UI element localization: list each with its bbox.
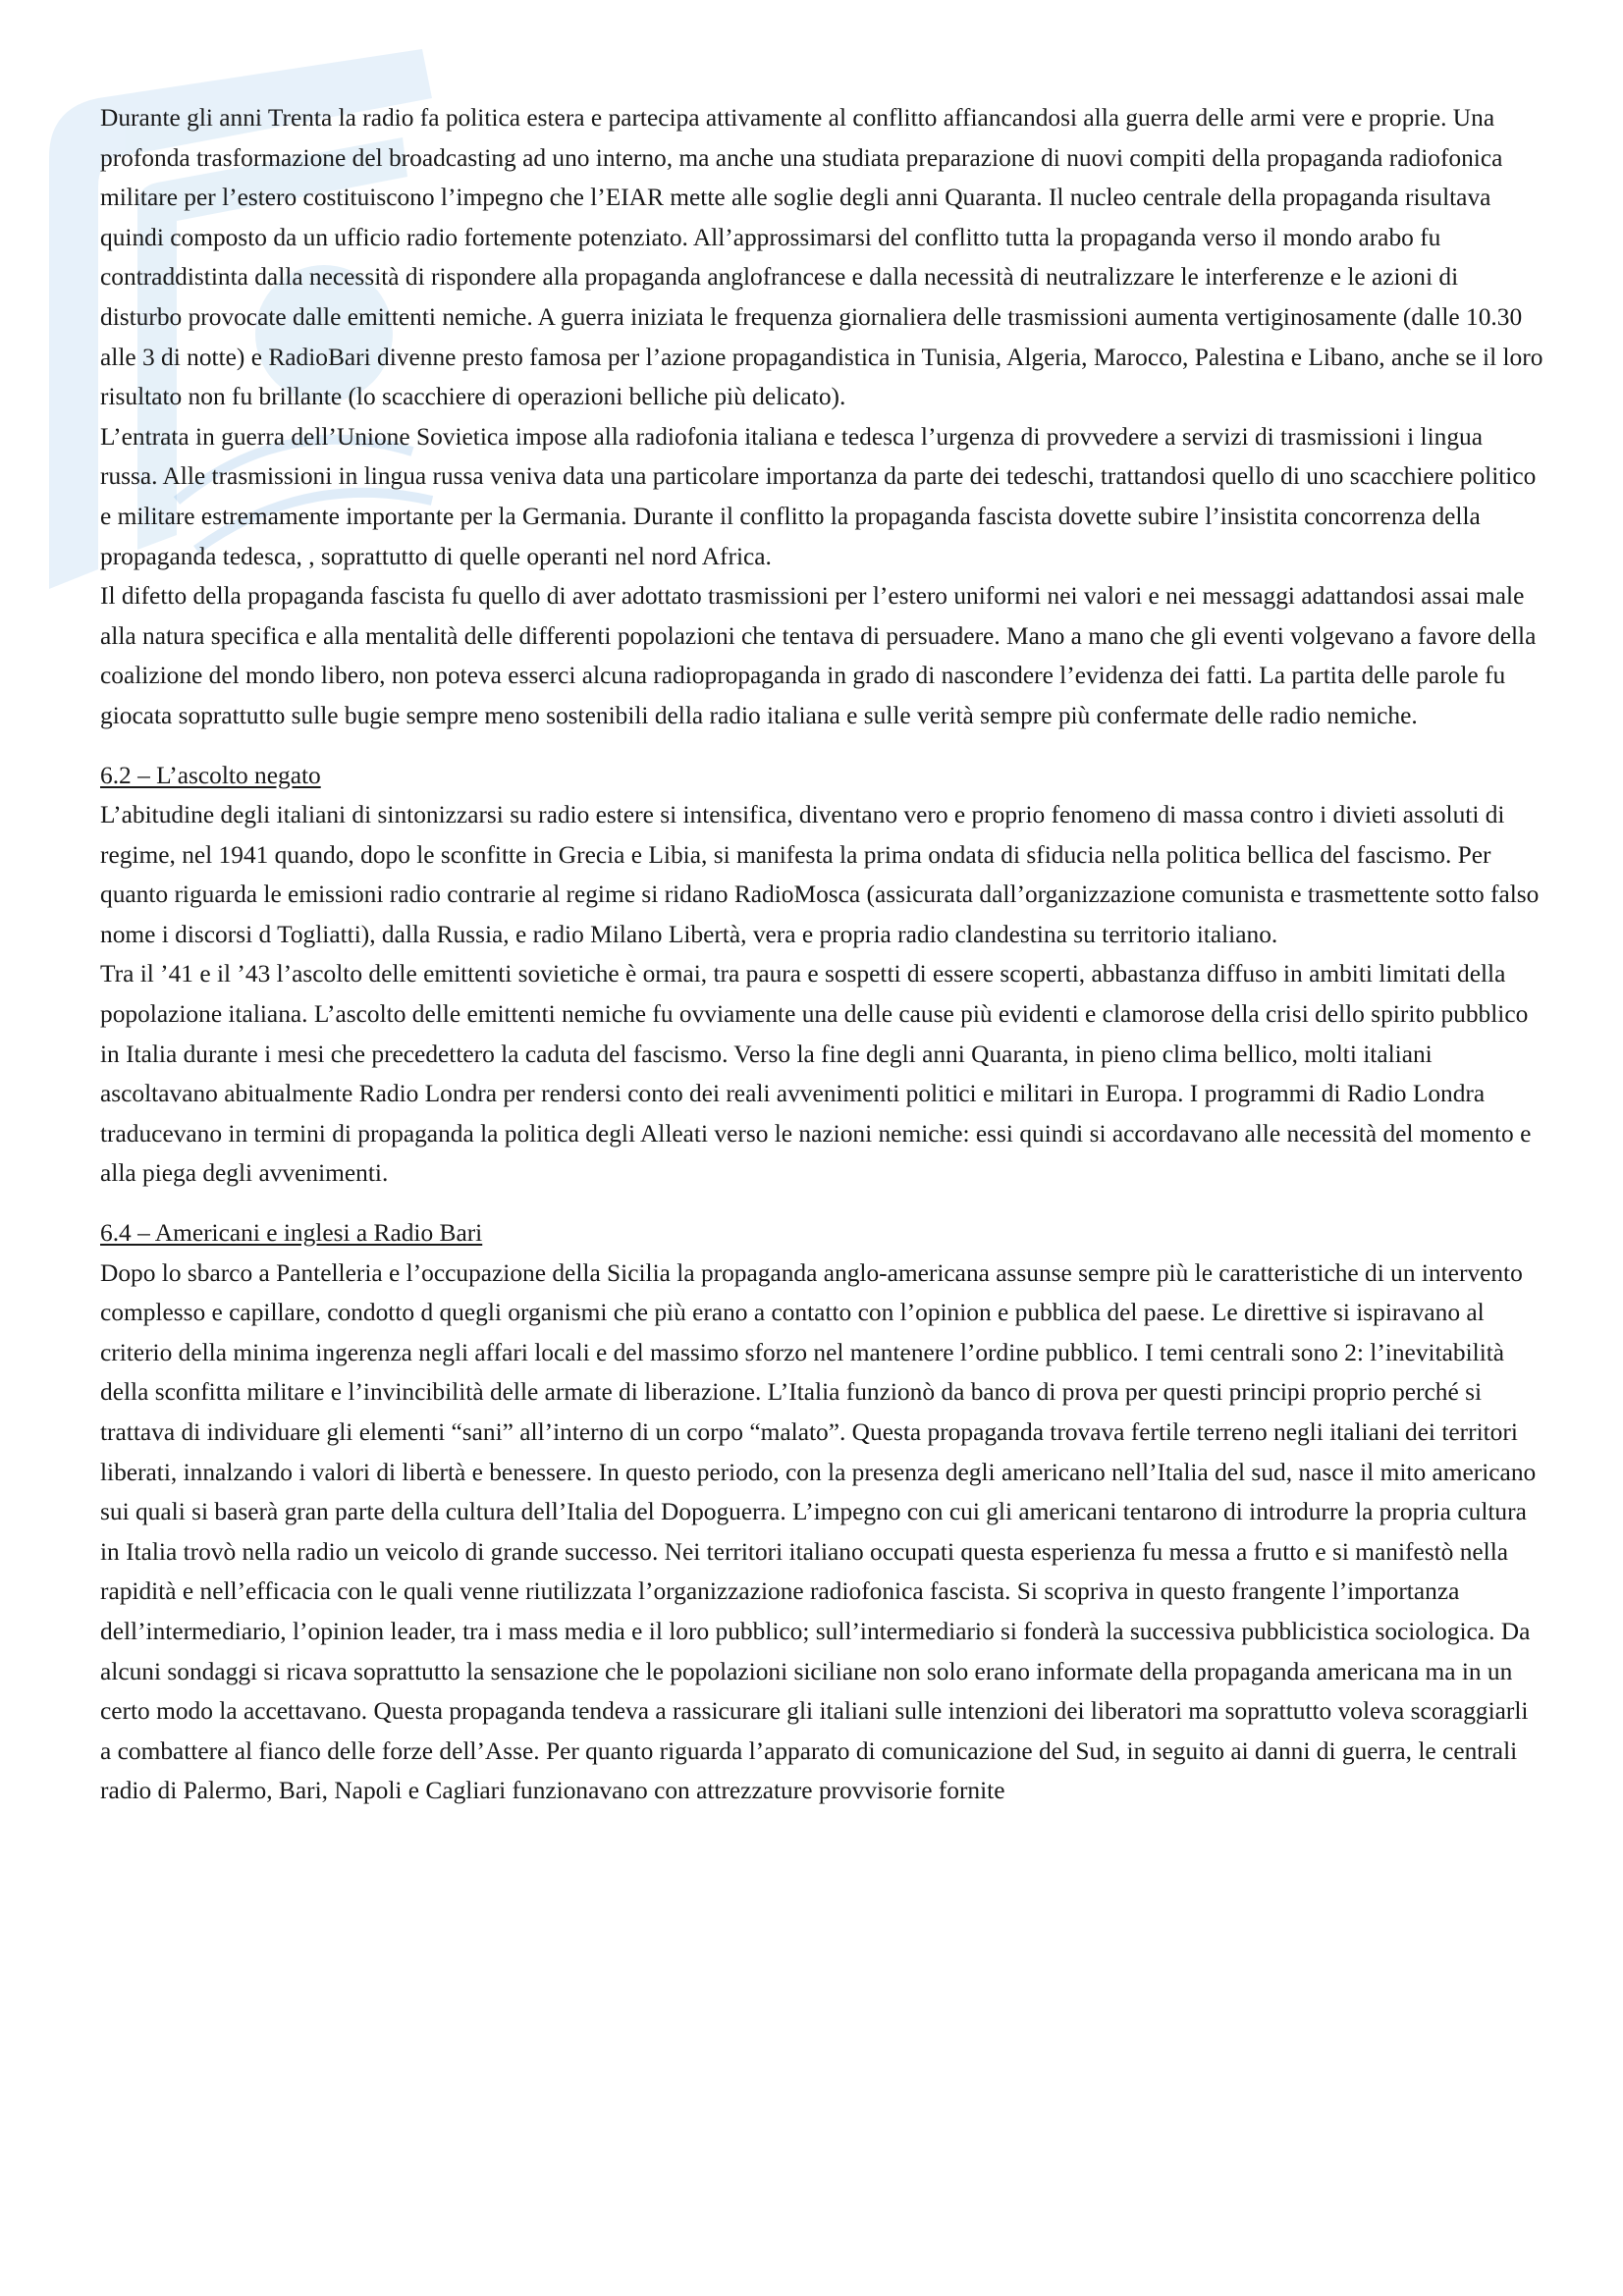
intro-paragraph-1: Durante gli anni Trenta la radio fa politica estera e partecipa attivamente al conflitto affiancandosi alla guerra delle armi vere e proprie. Una profonda trasformazione del broadcasting ad uno interno, ma anche una studiata preparazione di nuovi compiti della propaganda radiofonica militare per l’estero costituiscono l’impegno che l’EIAR mette alle soglie degli anni Quaranta. Il nucleo centrale della propaganda risultava quindi composto da un ufficio radio fortemente potenziato. All’approssimarsi del conflitto tutta la propaganda verso il mondo arabo fu contraddistinta dalla necessità di rispondere alla propaganda anglofrancese e dalla necessità di neutralizzare le interferenze e le azioni di disturbo provocate dalle emittenti nemiche. A guerra iniziata le frequenza giornaliera delle trasmissioni aumenta vertiginosamente (dalle 10.30 alle 3 di notte) e RadioBari divenne presto famosa per l’azione propagandistica in Tunisia, Algeria, Marocco, Palestina e Libano, anche se il loro risultato non fu brillante (lo scacchiere di operazioni belliche più delicato). — [100, 104, 1543, 411]
section-heading-6-4: 6.4 – Americani e inglesi a Radio Bari — [100, 1219, 483, 1248]
section-6-2-paragraph-1: L’abitudine degli italiani di sintonizzarsi su radio estere si intensifica, diventano vero e proprio fenomeno di massa contro i divieti assoluti di regime, nel 1941 quando, dopo le sconfitte in Grecia e Libia, si manifesta la prima ondata di sfiducia nella politica bellica del fascismo. Per quanto riguarda le emissioni radio contrarie al regime si ridano RadioMosca (assicurata dall’organizzazione comunista e trasmettente sotto falso nome i discorsi d Togliatti), dalla Russia, e radio Milano Libertà, vera e propria radio clandestina su territorio italiano. — [100, 801, 1540, 948]
intro-paragraph-2: L’entrata in guerra dell’Unione Sovietica impose alla radiofonia italiana e tedesca l’urgenza di provvedere a servizi di trasmissioni i lingua russa. Alle trasmissioni in lingua russa veniva data una particolare importanza da parte dei tedeschi, trattandosi quello di uno scacchiere politico e militare estremamente importante per la Germania. Durante il conflitto la propaganda fascista dovette subire l’insistita concorrenza della propaganda tedesca, , soprattutto di quelle operanti nel nord Africa. — [100, 422, 1537, 570]
document-page — [100, 98, 1543, 1811]
section-6-2-paragraph-2: Tra il ’41 e il ’43 l’ascolto delle emittenti sovietiche è ormai, tra paura e sospetti di essere scoperti, abbastanza diffuso in ambiti limitati della popolazione italiana. L’ascolto delle emittenti nemiche fu ovviamente una delle cause più evidenti e clamorose della crisi dello spirito pubblico in Italia durante i mesi che precedettero la caduta del fascismo. Verso la fine degli anni Quaranta, in pieno clima bellico, molti italiani ascoltavano abitualmente Radio Londra per rendersi conto dei reali avvenimenti politici e militari in Europa. I programmi di Radio Londra traducevano in termini di propaganda la politica degli Alleati verso le nazioni nemiche: essi quindi si accordavano alle necessità del momento e alla piega degli avvenimenti. — [100, 960, 1532, 1188]
intro-paragraph-3: Il difetto della propaganda fascista fu quello di aver adottato trasmissioni per l’estero uniformi nei valori e nei messaggi adattandosi assai male alla natura specifica e alla mentalità delle differenti popolazioni che tentava di persuadere. Mano a mano che gli eventi volgevano a favore della coalizione del mondo libero, non poteva esserci alcuna radiopropaganda in grado di nascondere l’evidenza dei fatti. La partita delle parole fu giocata soprattutto sulle bugie sempre meno sostenibili della radio italiana e sulle verità sempre più confermate delle radio nemiche. — [100, 582, 1537, 729]
section-heading-6-2: 6.2 – L’ascolto negato — [100, 761, 321, 789]
section-6-4-paragraph-1: Dopo lo sbarco a Pantelleria e l’occupazione della Sicilia la propaganda anglo-americana assunse sempre più le caratteristiche di un intervento complesso e capillare, condotto d quegli organismi che più erano a contatto con l’opinion e pubblica del paese. Le direttive si ispiravano al criterio della minima ingerenza negli affari locali e del massimo sforzo nel mantenere l’ordine pubblico. I temi centrali sono 2: l’inevitabilità della sconfitta militare e l’invincibilità delle armate di liberazione. L’Italia funzionò da banco di prova per questi principi proprio perché si trattava di individuare gli elementi “sani” all’interno di un corpo “malato”. Questa propaganda trovava fertile terreno negli italiani dei territori liberati, innalzando i valori di libertà e benessere. In questo periodo, con la presenza degli americano nell’Italia del sud, nasce il mito americano sui quali si baserà gran parte della cultura dell’Italia del Dopoguerra. L’impegno con cui gli americani tentarono di introdurre la propria cultura in Italia trovò nella radio un veicolo di grande successo. Nei territori italiano occupati questa esperienza fu messa a frutto e si manifestò nella rapidità e nell’efficacia con le quali venne riutilizzata l’organizzazione radiofonica fascista. Si scopriva in questo frangente l’importanza dell’intermediario, l’opinion leader, tra i mass media e il loro pubblico; sull’intermediario si fonderà la successiva pubblicistica sociologica. Da alcuni sondaggi si ricava soprattutto la sensazione che le popolazioni siciliane non solo erano informate della propaganda americana ma in un certo modo la accettavano. Questa propaganda tendeva a rassicurare gli italiani sulle intenzioni dei liberatori ma soprattutto voleva scoraggiarli a combattere al fianco delle forze dell’Asse. Per quanto riguarda l’apparato di comunicazione del Sud, in seguito ai danni di guerra, le centrali radio di Palermo, Bari, Napoli e Cagliari funzionavano con attrezzature provvisorie fornite — [100, 1258, 1537, 1805]
